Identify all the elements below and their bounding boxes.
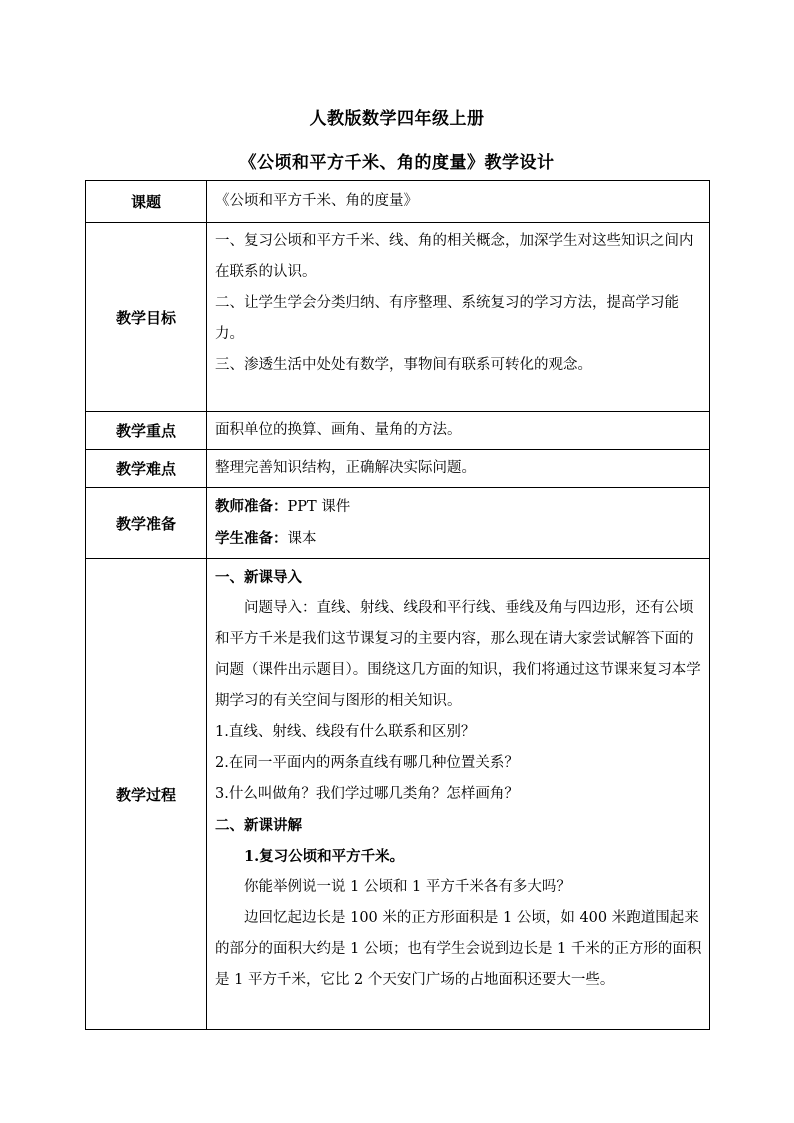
row-label-topic: 课题 — [86, 181, 207, 223]
student-prep-value: 课本 — [287, 531, 317, 547]
question-1: 1.直线、射线、线段有什么联系和区别？ — [215, 724, 476, 740]
row-content-difficulties — [207, 450, 710, 488]
teacher-preparation — [215, 491, 703, 523]
key-points-text: 面积单位的换算、画角、量角的方法。 — [215, 422, 462, 438]
difficulties-text: 整理完善知识结构，正确解决实际问题。 — [215, 460, 476, 476]
goal-item-2: 二、让学生学会分类归纳、有序整理、系统复习的学习方法，提高学习能力。 — [215, 295, 679, 342]
question-2: 2.在同一平面内的两条直线有哪几种位置关系？ — [215, 755, 519, 771]
teacher-prep-value: PPT 课件 — [287, 499, 351, 515]
lesson-plan-table — [85, 180, 710, 1030]
section1-heading: 一、新课导入 — [215, 569, 302, 586]
teacher-prep-label: 教师准备： — [215, 498, 288, 515]
table-row-preparation — [86, 488, 710, 559]
table-row-process — [86, 559, 710, 1030]
subsection-heading: 1.复习公顷和平方千米。 — [244, 848, 405, 865]
explanation-paragraph: 边回忆起边长是 100 米的正方形面积是 1 公顷，如 400 米跑道围起来的部分的面积大约是 1 公顷；也有学生会说到边长是 1 千米的正方形的面积是 1 平方千米，它比 2 个天安门广场的占地面积还要大一些。 — [215, 910, 702, 988]
row-content-goals — [207, 223, 710, 412]
table-row-difficulties — [86, 450, 710, 488]
row-content-topic — [207, 181, 710, 223]
document-title: 人教版数学四年级上册 — [309, 109, 485, 129]
student-prep-label: 学生准备： — [215, 530, 288, 547]
section1-paragraph: 问题导入：直线、射线、线段和平行线、垂线及角与四边形，还有公顷和平方千米是我们这节课复习的主要内容，那么现在请大家尝试解答下面的问题（课件出示题目）。围绕这几方面的知识，我们将通过这节课来复习本学期学习的有关空间与图形的相关知识。 — [215, 600, 701, 709]
row-content-process — [207, 559, 710, 1030]
row-label-preparation: 教学准备 — [86, 488, 207, 559]
student-preparation — [215, 523, 703, 555]
question-3: 3.什么叫做角？我们学过哪几类角？怎样画角？ — [215, 786, 519, 802]
row-content-key-points — [207, 412, 710, 450]
row-label-process: 教学过程 — [86, 559, 207, 1030]
review-question: 你能举例说一说 1 公顷和 1 平方千米各有多大吗？ — [244, 879, 571, 895]
document-subtitle: 《公顷和平方千米、角的度量》教学设计 — [239, 153, 555, 173]
goal-item-1: 一、复习公顷和平方千米、线、角的相关概念，加深学生对这些知识之间内在联系的认识。 — [215, 233, 694, 280]
topic-text: 《公顷和平方千米、角的度量》 — [215, 193, 418, 209]
row-label-goals: 教学目标 — [86, 223, 207, 412]
table-row-goals — [86, 223, 710, 412]
row-label-difficulties: 教学难点 — [86, 450, 207, 488]
table-row-topic — [86, 181, 710, 223]
row-label-key-points: 教学重点 — [86, 412, 207, 450]
table-row-key-points — [86, 412, 710, 450]
section2-heading: 二、新课讲解 — [215, 817, 302, 834]
goal-item-3: 三、渗透生活中处处有数学，事物间有联系可转化的观念。 — [215, 357, 592, 373]
row-content-preparation — [207, 488, 710, 559]
